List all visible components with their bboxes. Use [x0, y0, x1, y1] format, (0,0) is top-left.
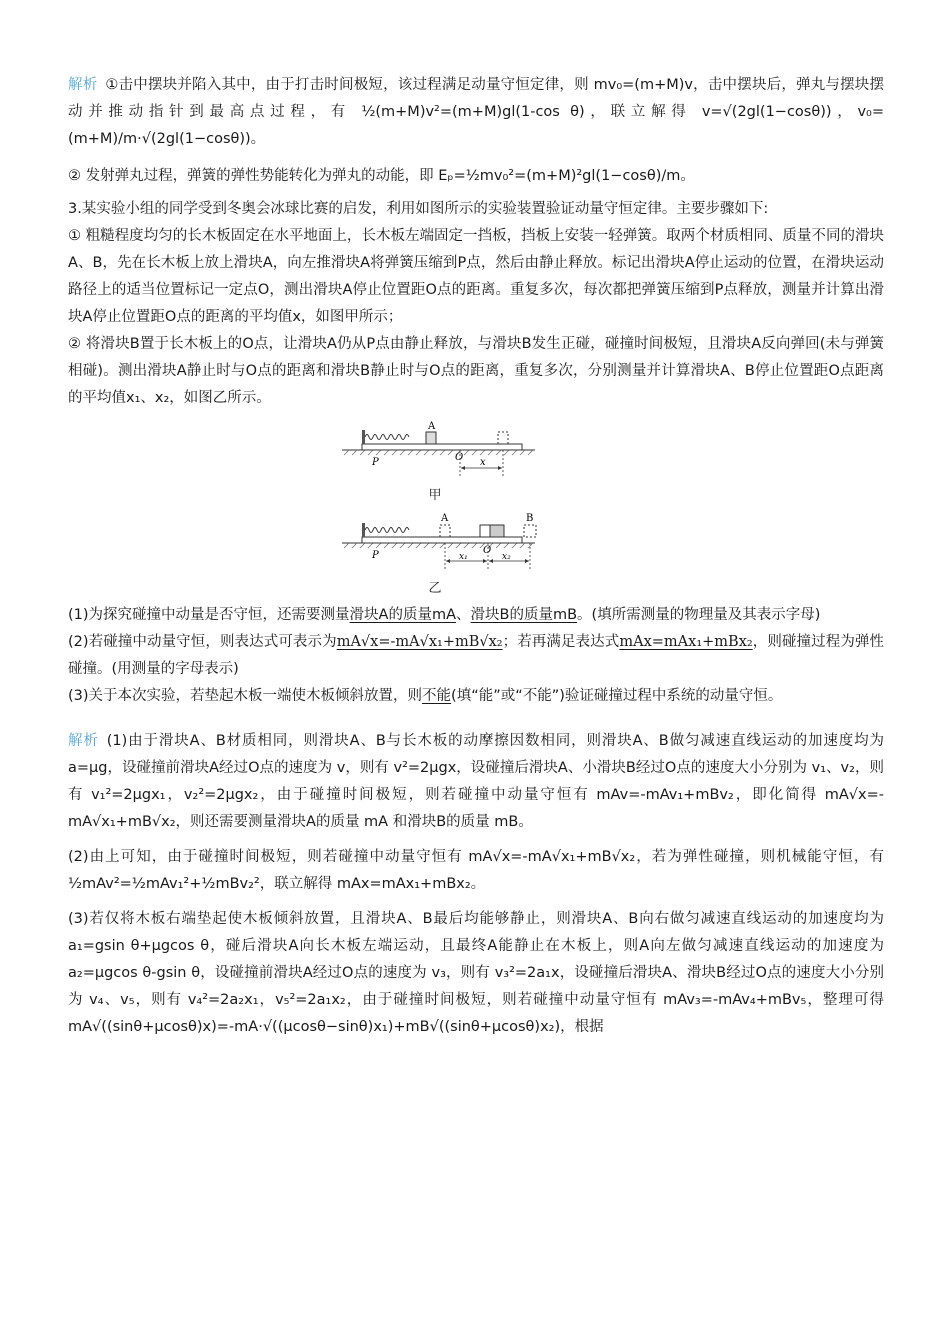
label-o-yi: O	[483, 545, 492, 556]
page	[68, 72, 884, 1041]
label-p-yi: P	[372, 550, 379, 561]
solution-tag-2: 解析	[68, 733, 99, 749]
solution-section-2: (2)由上可知，由于碰撞时间极短，则若碰撞中动量守恒有 mA√x=-mA√x₁+mB√x₂，若为弹性碰撞，则机械能守恒，有 ½mAv²=½mAv₁²+½mBv₂²，联立解得 mAx=mAx₁+mBx₂。	[68, 849, 884, 892]
q1-post: 。(填所需测量的物理量及其表示字母)	[577, 607, 821, 623]
solution-paragraph-2: ② 发射弹丸过程，弹簧的弹性势能转化为弹丸的动能，即 Eₚ=½mv₀²=(m+M)²gl(1−cosθ)/m。	[68, 168, 695, 184]
label-x2: x₂	[502, 552, 511, 562]
q3-answer: 不能	[422, 688, 452, 704]
solution-section-3: (3)若仅将木板右端垫起使木板倾斜放置，且滑块A、B最后均能够静止，则滑块A、B向右做匀减速直线运动的加速度均为 a₁=gsin θ+μgcos θ，碰后滑块A向长木板左端运动，且最终A能静止在木板上，则A向左做匀减速直线运动的加速度为 a₂=μgcos θ-gsin θ，设碰撞前滑块A经过O点的速度为 v₃，则有 v₃²=2a₁x，设碰撞后滑块A、滑块B经过O点的速度大小分别为 v₄、v₅，则有 v₄²=2a₂x₁，v₅²=2a₁x₂，由于碰撞时间极短，则若碰撞中动量守恒有 mAv₃=-mAv₄+mBv₅，整理可得 mA√((sinθ+μcosθ)x)=-mA·√((μcosθ−sinθ)x₁)+mB√((sinθ+μcosθ)x₂)，根据	[68, 911, 884, 1035]
label-o: O	[455, 452, 464, 463]
q2-text: (2)若碰撞中动量守恒，则表达式可表示为	[68, 634, 337, 650]
label-a: A	[428, 421, 436, 432]
label-a-yi: A	[441, 513, 449, 524]
caption-jia: 甲	[428, 488, 442, 503]
figure-yi-diagram	[340, 509, 540, 575]
solution-section-1	[68, 728, 884, 836]
label-x1: x₁	[459, 552, 468, 562]
q2-answer-2: mAx=mAx₁+mBx₂	[619, 634, 753, 650]
solution-s1: (1)由于滑块A、B材质相同，则滑块A、B与长木板的动摩擦因数相同，则滑块A、B做匀减速直线运动的加速度均为 a=μg，设碰撞前滑块A经过O点的速度为 v，则有 v²=2μgx，设碰撞后滑块A、小滑块B经过O点的速度大小分别为 v₁、v₂，则有 v₁²=2μgx₁，v₂²=2μgx₂，由于碰撞时间极短，则若碰撞中动量守恒有 mAv=-mAv₁+mBv₂，即化简得 mA√x=-mA√x₁+mB√x₂，则还需要测量滑块A的质量 mA 和滑块B的质量 mB。	[68, 733, 884, 830]
q3-text: (3)关于本次实验，若垫起木板一端使木板倾斜放置，则	[68, 688, 423, 704]
q2-post: ，则碰撞过程为弹性碰撞。(用测量的字母表示)	[68, 634, 885, 677]
question-3-part-3	[68, 683, 884, 710]
q1-text: (1)为探究碰撞中动量是否守恒，还需要测量	[68, 607, 350, 623]
solution-tag: 解析	[68, 77, 98, 93]
q1-separator: 、	[456, 607, 471, 623]
question-3-part-1	[68, 602, 884, 629]
label-p: P	[372, 457, 379, 468]
caption-yi: 乙	[428, 581, 442, 596]
solution-paragraph-1	[68, 72, 884, 153]
solution-text-1: ①击中摆块并陷入其中，由于打击时间极短，该过程满足动量守恒定律，则 mv₀=(m+M)v，击中摆块后，弹丸与摆块摆动并推动指针到最高点过程，有 ½(m+M)v²=(m+M)gl(1-cos θ)，联立解得 v=√(2gl(1−cosθ))，v₀=(m+M)/m·√(2gl(1−cosθ))。	[68, 77, 884, 147]
figure-jia-diagram	[340, 420, 540, 482]
label-x: x	[480, 457, 486, 468]
question-3-part-2	[68, 629, 884, 683]
question-3-step-1: ① 粗糙程度均匀的长木板固定在水平地面上，长木板左端固定一挡板，挡板上安装一轻弹簧。取两个材质相同、质量不同的滑块A、B，先在长木板上放上滑块A，向左推滑块A将弹簧压缩到P点，然后由静止释放。标记出滑块A停止运动的位置，在滑块运动路径上的适当位置标记一定点O，测出滑块A停止位置距O点的距离。重复多次，每次都把弹簧压缩到P点释放，测量并计算出滑块A停止位置距O点的距离的平均值x，如图甲所示；	[68, 228, 884, 325]
question-3-intro: 3.某实验小组的同学受到冬奥会冰球比赛的启发，利用如图所示的实验装置验证动量守恒定律。主要步骤如下:	[68, 201, 769, 217]
q1-answer-2: 滑块B的质量mB	[470, 607, 578, 623]
q3-post: (填“能”或“不能”)验证碰撞过程中系统的动量守恒。	[451, 688, 783, 704]
apparatus-figures	[340, 420, 600, 596]
label-b: B	[526, 513, 534, 524]
q2-answer-1: mA√x=-mA√x₁+mB√x₂	[336, 634, 503, 650]
q2-mid: ；若再满足表达式	[502, 634, 620, 650]
block-a	[426, 432, 436, 444]
q1-answer-1: 滑块A的质量mA	[349, 607, 457, 623]
question-3-step-2: ② 将滑块B置于长木板上的O点，让滑块A仍从P点由静止释放，与滑块B发生正碰，碰撞时间极短，且滑块A反向弹回(未与弹簧相碰)。测出滑块A静止时与O点的距离和滑块B静止时与O点的距离，重复多次，分别测量并计算滑块A、B停止位置距O点距离的平均值x₁、x₂，如图乙所示。	[68, 336, 885, 406]
